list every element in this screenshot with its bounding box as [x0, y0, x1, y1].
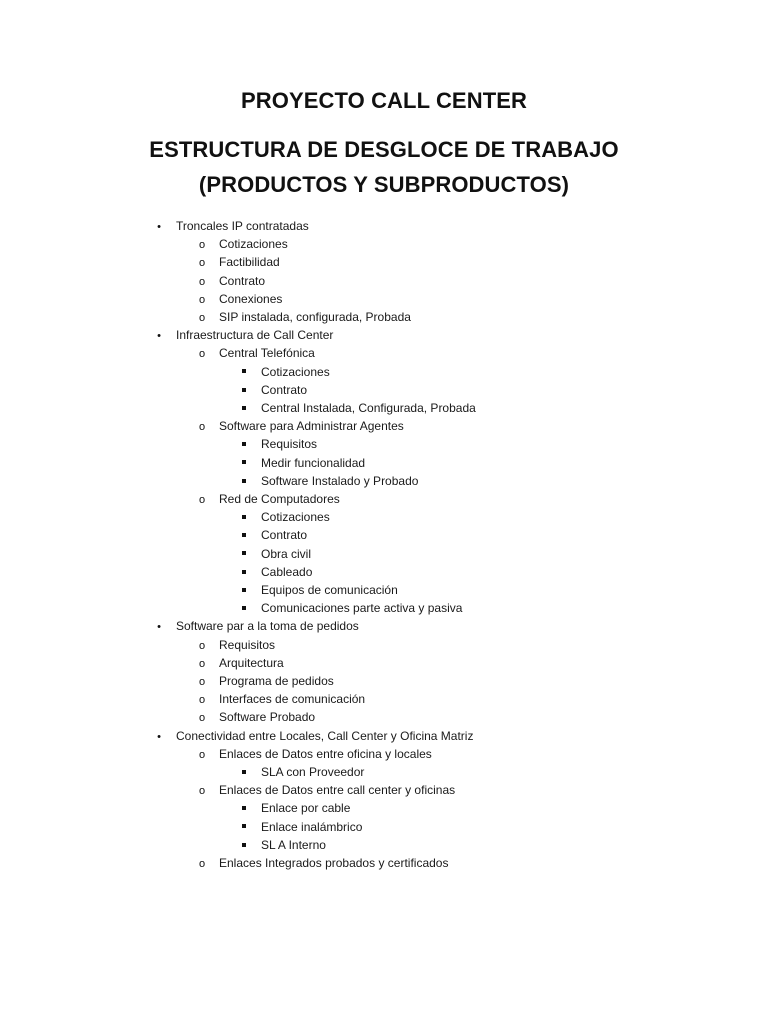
circle-marker: [195, 344, 209, 363]
document-subtitle-line2: (PRODUCTOS Y SUBPRODUCTOS): [198, 172, 570, 197]
wbs-item-text: SLA con Proveedor: [261, 765, 365, 779]
wbs-item-text: Requisitos: [219, 637, 276, 652]
wbs-item-text: SL A Interno: [261, 837, 326, 852]
wbs-item-text: Medir funcionalidad: [261, 455, 366, 470]
circle-marker: [195, 708, 209, 727]
circle-marker: [195, 636, 209, 655]
wbs-item-text: Conexiones: [219, 291, 283, 306]
circle-marker: [195, 781, 209, 800]
square-marker: [237, 581, 251, 599]
bullet-marker: [152, 727, 166, 746]
circle-marker: [195, 690, 209, 709]
wbs-item-text: Requisitos: [261, 437, 318, 452]
document-title: PROYECTO CALL CENTER: [241, 88, 527, 113]
circle-marker: [195, 854, 209, 873]
square-marker: [237, 472, 251, 490]
circle-marker: [195, 490, 209, 509]
circle-marker: [195, 272, 209, 291]
square-marker: [237, 763, 251, 781]
circle-marker: [195, 672, 209, 691]
wbs-item-text: Conectividad entre Locales, Call Center y Oficina Matriz: [176, 728, 474, 743]
wbs-item-text: Software Probado: [219, 710, 316, 725]
wbs-item-text: Equipos de comunicación: [261, 583, 398, 597]
bullet-marker: [152, 617, 166, 636]
wbs-item-text: Obra civil: [261, 546, 312, 561]
wbs-item-text: Arquitectura: [219, 655, 284, 670]
circle-marker: [195, 745, 209, 764]
document-subtitle-line1: ESTRUCTURA DE DESGLOCE DE TRABAJO: [149, 137, 619, 162]
bullet-marker: [152, 217, 166, 236]
wbs-item-text: Cableado: [261, 564, 313, 579]
wbs-item-text: Troncales IP contratadas: [176, 219, 309, 233]
wbs-item-text: Enlaces de Datos entre oficina y locales: [219, 746, 432, 761]
square-marker: [237, 818, 251, 836]
bullet-marker: [152, 326, 166, 345]
circle-marker: [195, 417, 209, 436]
wbs-item-text: Programa de pedidos: [219, 674, 334, 688]
square-marker: [237, 399, 251, 417]
square-marker: [237, 799, 251, 817]
wbs-item-text: Interfaces de comunicación: [219, 692, 366, 707]
square-marker: [237, 454, 251, 472]
circle-marker: [195, 253, 209, 272]
square-marker: [237, 381, 251, 399]
square-marker: [237, 508, 251, 526]
wbs-item-text: Central Instalada, Configurada, Probada: [261, 401, 476, 415]
square-marker: [237, 836, 251, 854]
wbs-item-text: Software Instalado y Probado: [261, 473, 419, 488]
wbs-item-text: Enlace por cable: [261, 801, 351, 816]
circle-marker: [195, 290, 209, 309]
wbs-item-text: Infraestructura de Call Center: [176, 328, 334, 343]
square-marker: [237, 599, 251, 617]
wbs-item-text: Enlaces de Datos entre call center y oficinas: [219, 783, 456, 798]
wbs-item-text: Factibilidad: [219, 255, 280, 270]
wbs-item-text: Contrato: [261, 528, 308, 543]
wbs-item-text: SIP instalada, configurada, Probada: [219, 310, 411, 324]
wbs-item-text: Enlaces Integrados probados y certificados: [219, 856, 449, 870]
wbs-item-text: Contrato: [219, 273, 266, 288]
wbs-item-text: Software par a la toma de pedidos: [176, 619, 359, 634]
wbs-item-text: Enlace inalámbrico: [261, 819, 363, 834]
circle-marker: [195, 654, 209, 673]
wbs-item-text: Cotizaciones: [261, 364, 330, 379]
wbs-item-text: Central Telefónica: [219, 346, 315, 361]
wbs-item-text: Software para Administrar Agentes: [219, 419, 404, 434]
wbs-item-text: Cotizaciones: [261, 510, 330, 525]
square-marker: [237, 435, 251, 453]
circle-marker: [195, 235, 209, 254]
wbs-item-text: Red de Computadores: [219, 492, 340, 506]
square-marker: [237, 363, 251, 381]
wbs-item-text: Comunicaciones parte activa y pasiva: [261, 601, 463, 616]
wbs-item-text: Cotizaciones: [219, 237, 288, 252]
circle-marker: [195, 308, 209, 327]
square-marker: [237, 526, 251, 544]
square-marker: [237, 545, 251, 563]
wbs-item-text: Contrato: [261, 382, 308, 397]
square-marker: [237, 563, 251, 581]
